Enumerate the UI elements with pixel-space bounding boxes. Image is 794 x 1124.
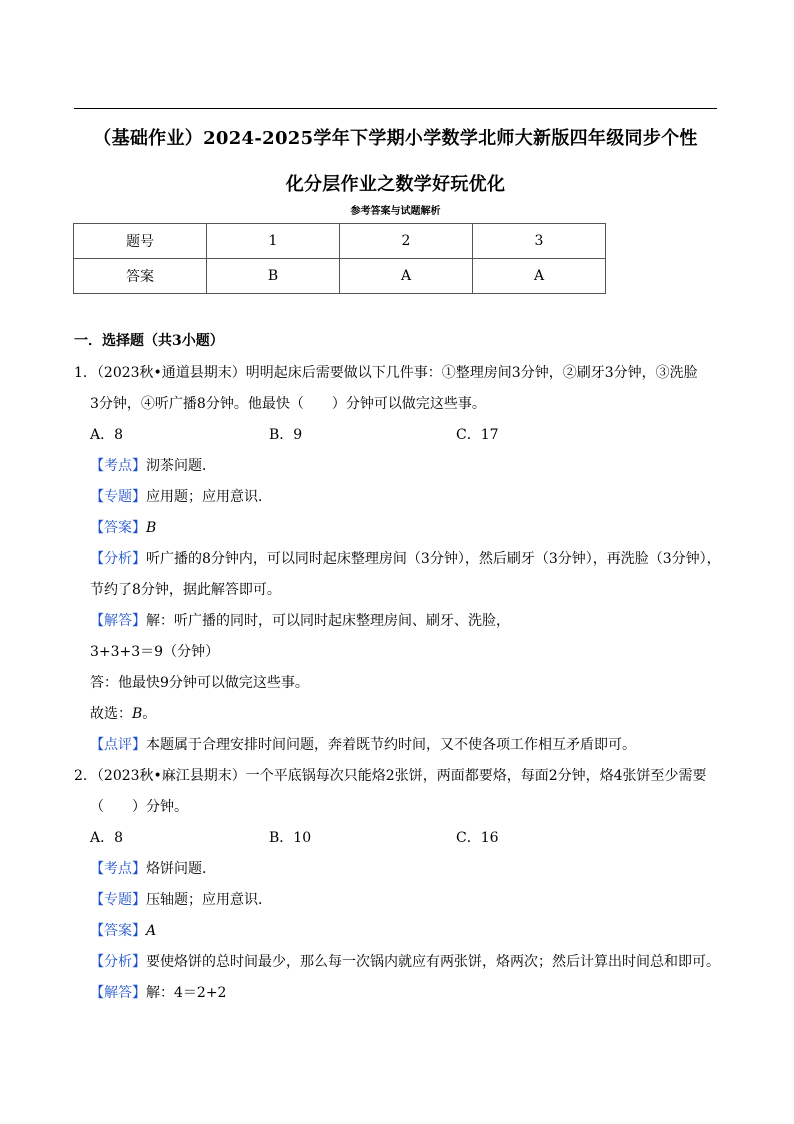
fenxi-tag: 【分析】 — [90, 551, 146, 567]
jieda-tag: 【解答】 — [90, 613, 146, 629]
table-cell: 2 — [340, 224, 473, 259]
question-options — [74, 823, 734, 854]
option-c: C．17 — [456, 427, 499, 443]
fenxi-text: 听广播的8分钟内，可以同时起床整理房间（3分钟），然后刷牙（3分钟），再洗脸（3分钟）， — [146, 551, 721, 567]
daan-tag: 【答案】 — [90, 520, 146, 536]
question-stem-line: 3分钟，④听广播8分钟。他最快（ ）分钟可以做完这些事。 — [90, 396, 486, 412]
daan-text: A — [146, 923, 157, 939]
zhuanti-text: 应用题；应用意识． — [146, 489, 272, 505]
main-content — [74, 328, 734, 1009]
question-stem-line: （ ）分钟。 — [90, 799, 188, 815]
table-cell: 1 — [207, 224, 340, 259]
answer-table-header-row — [74, 224, 606, 259]
question-1 — [74, 358, 734, 761]
kaodian-text: 沏茶问题． — [146, 458, 216, 474]
question-options — [74, 420, 734, 451]
table-cell: A — [340, 259, 473, 294]
answer-table — [73, 223, 606, 294]
table-cell: 3 — [473, 224, 606, 259]
section-title: 一．选择题（共3小题） — [74, 333, 224, 349]
jieda-text: 解：4＝2+2 — [146, 985, 227, 1001]
zhuanti-text: 压轴题；应用意识． — [146, 892, 272, 908]
zhuanti-tag: 【专题】 — [90, 892, 146, 908]
zhuanti-tag: 【专题】 — [90, 489, 146, 505]
dianping-tag: 【点评】 — [90, 737, 146, 753]
daan-text: B — [146, 520, 157, 536]
dianping-text: 本题属于合理安排时间问题，奔着既节约时间，又不使各项工作相互矛盾即可。 — [146, 737, 636, 753]
table-cell: A — [473, 259, 606, 294]
option-c: C．16 — [456, 830, 499, 846]
table-cell: B — [207, 259, 340, 294]
jieda-line-3: 答：他最快9分钟可以做完这些事。 — [90, 675, 309, 691]
jieda-choice-prefix: 故选： — [90, 706, 132, 722]
jieda-tag: 【解答】 — [90, 985, 146, 1001]
jieda-text: 解：听广播的同时，可以同时起床整理房间、刷牙、洗脸， — [146, 613, 510, 629]
fenxi-line-2: 节约了8分钟，据此解答即可。 — [90, 582, 281, 598]
option-a: A．8 — [90, 830, 124, 846]
kaodian-line — [74, 854, 734, 885]
title-line-1: （基础作业）2024-2025学年下学期小学数学北师大新版四年级同步个性 — [93, 128, 698, 149]
kaodian-text: 烙饼问题． — [146, 861, 216, 877]
document-title — [74, 116, 717, 208]
jieda-line — [74, 606, 734, 637]
jieda-choice-suffix: 。 — [142, 706, 157, 722]
fenxi-text: 要使烙饼的总时间最少，那么每一次锅内就应有两张饼，烙两次；然后计算出时间总和即可。 — [146, 954, 720, 970]
zhuanti-line — [74, 885, 734, 916]
kaodian-tag: 【考点】 — [90, 861, 146, 877]
zhuanti-line — [74, 482, 734, 513]
dianping-line — [74, 730, 734, 761]
fenxi-tag: 【分析】 — [90, 954, 146, 970]
table-cell: 答案 — [74, 259, 207, 294]
daan-tag: 【答案】 — [90, 923, 146, 939]
fenxi-line — [74, 544, 734, 575]
question-stem-line: 1．（2023秋•通道县期末）明明起床后需要做以下几件事：①整理房间3分钟，②刷牙3分钟，③洗脸 — [74, 365, 698, 381]
document-subtitle: 参考答案与试题解析 — [350, 206, 441, 217]
jieda-line-2: 3+3+3＝9（分钟） — [90, 644, 220, 660]
kaodian-line — [74, 451, 734, 482]
answer-table-answer-row — [74, 259, 606, 294]
top-rule — [74, 108, 717, 109]
title-line-2: 化分层作业之数学好玩优化 — [285, 174, 506, 195]
daan-line — [74, 513, 734, 544]
daan-line — [74, 916, 734, 947]
fenxi-line — [74, 947, 734, 978]
question-2 — [74, 761, 734, 1009]
option-b: B．10 — [269, 830, 312, 846]
jieda-line-4 — [74, 699, 734, 730]
question-stem-line: 2．（2023秋•麻江县期末）一个平底锅每次只能烙2张饼，两面都要烙，每面2分钟，烙4张饼至少需要 — [74, 768, 707, 784]
table-cell: 题号 — [74, 224, 207, 259]
kaodian-tag: 【考点】 — [90, 458, 146, 474]
option-b: B．9 — [269, 427, 303, 443]
jieda-line — [74, 978, 734, 1009]
jieda-choice-answer: B — [132, 706, 143, 722]
option-a: A．8 — [90, 427, 124, 443]
